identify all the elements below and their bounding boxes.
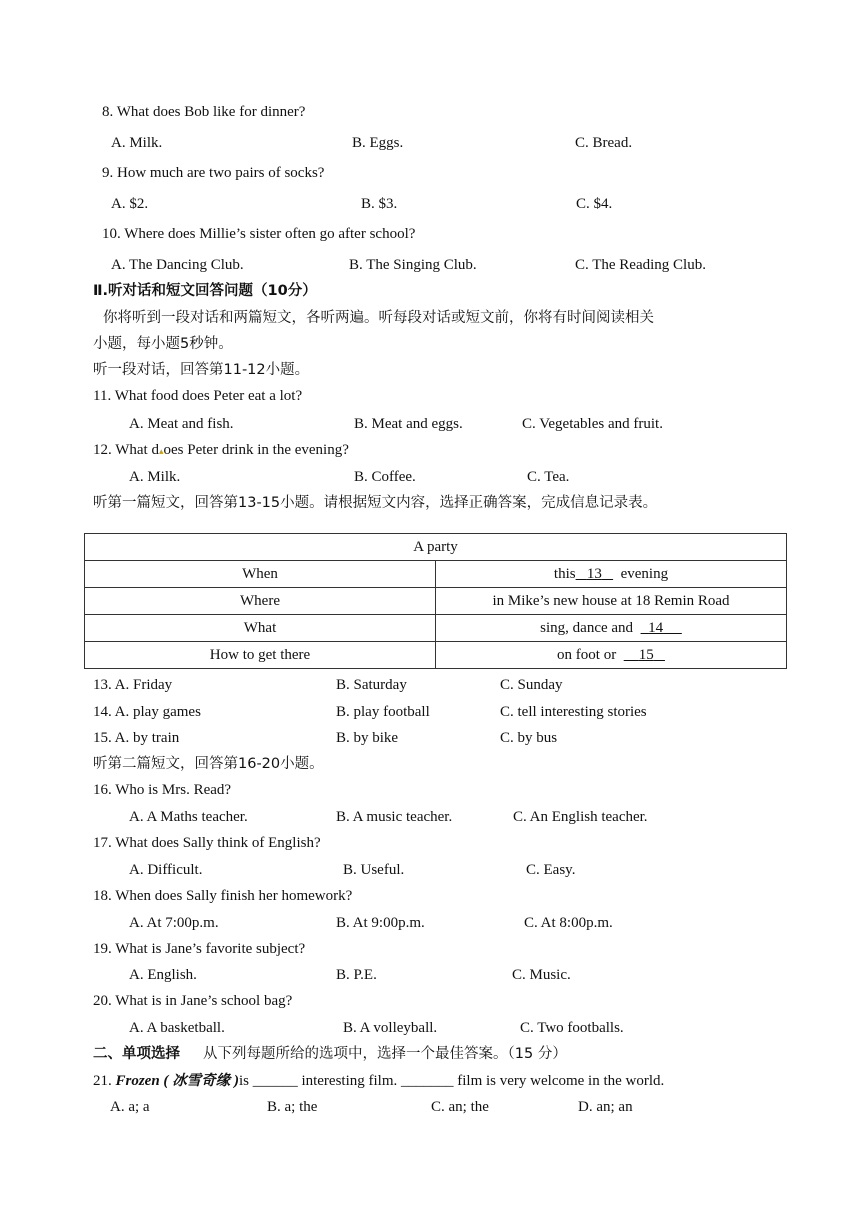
question-text: Where does Millie’s sister often go after school? xyxy=(124,226,416,242)
question-text: is ______ interesting film. _______ film is very welcome in the world. xyxy=(238,1073,665,1089)
blank-number: 15 xyxy=(638,647,654,663)
option-8b: B. Eggs. xyxy=(352,135,404,151)
question-12 xyxy=(93,440,349,461)
option-13c: C. Sunday xyxy=(500,677,563,693)
blank-14 xyxy=(641,620,682,636)
row-value: in Mike’s new house at 18 Remin Road xyxy=(436,588,787,615)
blank-15 xyxy=(624,647,665,663)
dialogue-intro: 听一段对话，回答第11-12小题。 xyxy=(93,362,310,378)
question-10 xyxy=(102,224,415,244)
question-8 xyxy=(102,102,305,122)
option-12a: A. Milk. xyxy=(129,469,181,485)
question-20 xyxy=(93,991,292,1011)
question-21 xyxy=(93,1071,664,1091)
section-3-title: 二、单项选择 xyxy=(93,1046,180,1062)
question-number: 8. xyxy=(102,104,114,120)
question-text-part-2: oes Peter drink in the evening? xyxy=(163,442,349,458)
value-text: this xyxy=(553,566,576,582)
question-number: 19. xyxy=(93,941,112,957)
option-21b: B. a; the xyxy=(267,1099,318,1115)
option-19b: B. P.E. xyxy=(336,967,377,983)
option-8c: C. Bread. xyxy=(575,135,633,151)
question-17 xyxy=(93,833,321,853)
option-20a: A. A basketball. xyxy=(129,1020,225,1036)
option-16c: C. An English teacher. xyxy=(513,809,648,825)
section-2-instruction-line-2: 小题，每小题5秒钟。 xyxy=(93,336,233,352)
question-number: 20. xyxy=(93,993,112,1009)
table-title: A party xyxy=(85,534,787,561)
question-11 xyxy=(93,386,302,406)
question-number: 18. xyxy=(93,888,112,904)
film-name-chinese: 冰雪奇缘 xyxy=(172,1073,231,1089)
blank-number: 13 xyxy=(586,566,602,582)
question-18 xyxy=(93,886,352,906)
question-text: What does Sally think of English? xyxy=(115,835,321,851)
row-value xyxy=(436,642,787,669)
question-number: 21. xyxy=(93,1073,112,1089)
row-label: Where xyxy=(85,588,436,615)
option-19c: C. Music. xyxy=(512,967,571,983)
question-number: 17. xyxy=(93,835,112,851)
option-9c: C. $4. xyxy=(576,196,613,212)
option-15b: B. by bike xyxy=(336,730,399,746)
question-text: Who is Mrs. Read? xyxy=(115,782,232,798)
option-17b: B. Useful. xyxy=(343,862,405,878)
table-row xyxy=(85,642,787,669)
question-number: 11. xyxy=(93,388,112,404)
question-text: What food does Peter eat a lot? xyxy=(114,388,303,404)
section-2-title: Ⅱ.听对话和短文回答问题（10分） xyxy=(93,283,317,299)
option-18b: B. At 9:00p.m. xyxy=(336,915,425,931)
row-label: What xyxy=(85,615,436,642)
option-19a: A. English. xyxy=(129,967,197,983)
film-name: Frozen ( xyxy=(115,1073,173,1089)
option-21a: A. a; a xyxy=(110,1099,150,1115)
question-number: 10. xyxy=(102,226,121,242)
passage-2-intro: 听第二篇短文，回答第16-20小题。 xyxy=(93,756,324,772)
option-20b: B. A volleyball. xyxy=(343,1020,438,1036)
question-text-part-1: What d xyxy=(115,442,159,458)
option-14c: C. tell interesting stories xyxy=(500,704,647,720)
table-row xyxy=(85,588,787,615)
table-row xyxy=(85,561,787,588)
option-10b: B. The Singing Club. xyxy=(349,257,477,273)
option-8a: A. Milk. xyxy=(111,135,163,151)
question-number: 12. xyxy=(93,442,112,458)
option-11b: B. Meat and eggs. xyxy=(354,416,463,432)
row-value xyxy=(436,615,787,642)
question-text: What is Jane’s favorite subject? xyxy=(115,941,306,957)
option-15a: 15. A. by train xyxy=(93,730,180,746)
option-18c: C. At 8:00p.m. xyxy=(524,915,613,931)
option-9b: B. $3. xyxy=(361,196,398,212)
section-2-instruction-line-1: 你将听到一段对话和两篇短文，各听两遍。听每段对话或短文前，你将有时间阅读相关 xyxy=(103,310,654,326)
option-11c: C. Vegetables and fruit. xyxy=(522,416,663,432)
section-3-instruction: 从下列每题所给的选项中，选择一个最佳答案。（15 分） xyxy=(203,1046,567,1062)
option-10a: A. The Dancing Club. xyxy=(111,257,244,273)
option-17a: A. Difficult. xyxy=(129,862,203,878)
blank-number: 14 xyxy=(648,620,664,636)
option-12b: B. Coffee. xyxy=(354,469,416,485)
question-text: What is in Jane’s school bag? xyxy=(115,993,293,1009)
question-9 xyxy=(102,163,324,183)
question-text: What does Bob like for dinner? xyxy=(116,104,306,120)
party-info-table xyxy=(84,533,787,669)
film-paren-close: ) xyxy=(230,1073,239,1089)
question-16 xyxy=(93,780,231,800)
scan-mark-icon: ▴ xyxy=(158,446,164,456)
question-text: When does Sally finish her homework? xyxy=(115,888,353,904)
option-14a: 14. A. play games xyxy=(93,704,201,720)
value-text: sing, dance and xyxy=(540,620,634,636)
value-text: on foot or xyxy=(557,647,617,663)
option-21c: C. an; the xyxy=(431,1099,489,1115)
option-21d: D. an; an xyxy=(578,1099,633,1115)
passage-1-intro: 听第一篇短文，回答第13-15小题。请根据短文内容，选择正确答案，完成信息记录表。 xyxy=(93,495,658,511)
table-row xyxy=(85,615,787,642)
value-text-after: evening xyxy=(620,566,669,582)
table-title-row xyxy=(85,534,787,561)
blank-13 xyxy=(576,566,614,582)
section-3-header xyxy=(93,1044,567,1064)
option-10c: C. The Reading Club. xyxy=(575,257,706,273)
option-18a: A. At 7:00p.m. xyxy=(129,915,219,931)
film-title xyxy=(116,1073,239,1089)
option-17c: C. Easy. xyxy=(526,862,576,878)
row-label: When xyxy=(85,561,436,588)
option-11a: A. Meat and fish. xyxy=(129,416,234,432)
question-number: 9. xyxy=(102,165,114,181)
option-9a: A. $2. xyxy=(111,196,149,212)
question-text: How much are two pairs of socks? xyxy=(117,165,325,181)
option-20c: C. Two footballs. xyxy=(520,1020,624,1036)
question-number: 16. xyxy=(93,782,112,798)
option-16b: B. A music teacher. xyxy=(336,809,453,825)
option-15c: C. by bus xyxy=(500,730,558,746)
option-12c: C. Tea. xyxy=(527,469,570,485)
option-14b: B. play football xyxy=(336,704,430,720)
row-label: How to get there xyxy=(85,642,436,669)
option-13a: 13. A. Friday xyxy=(93,677,173,693)
row-value xyxy=(436,561,787,588)
question-19 xyxy=(93,939,305,959)
option-13b: B. Saturday xyxy=(336,677,407,693)
option-16a: A. A Maths teacher. xyxy=(129,809,248,825)
